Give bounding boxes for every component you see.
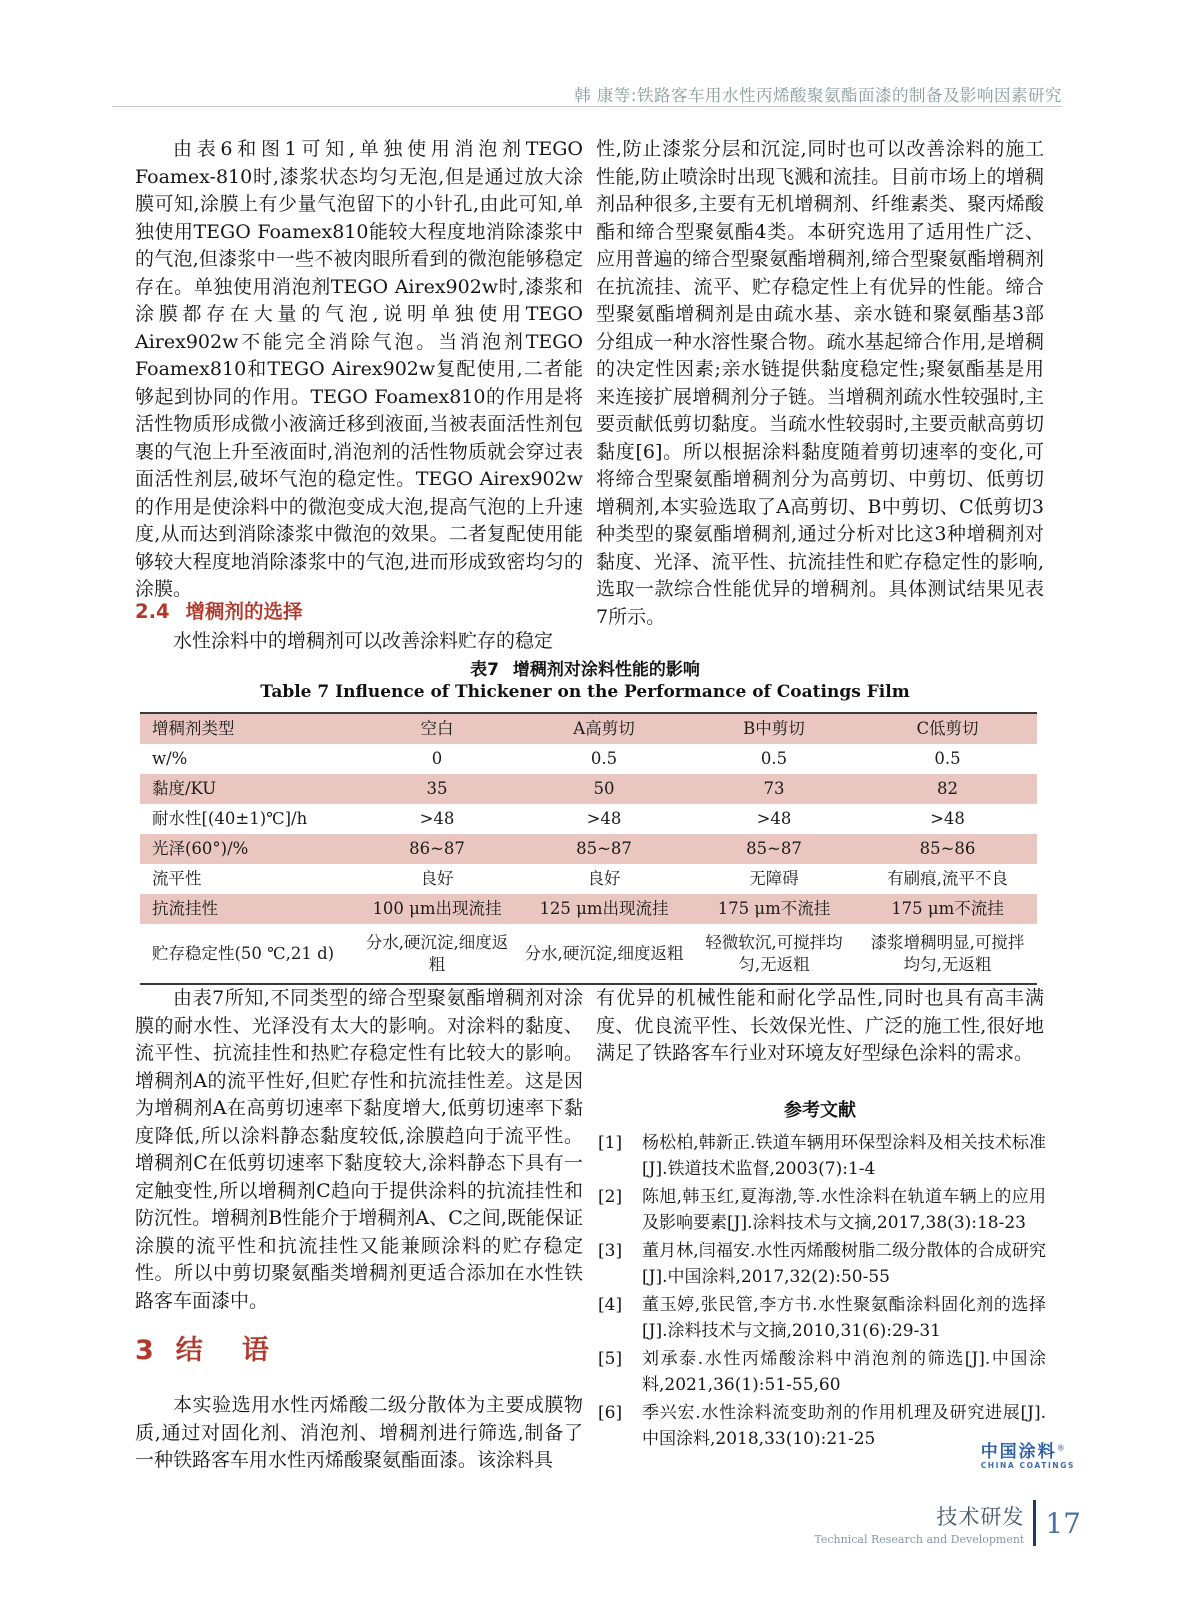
table-cell: 35 — [426, 779, 448, 798]
table-number: 表7 — [470, 660, 499, 680]
column-right-bottom — [596, 985, 1044, 1068]
table-cell: 86~87 — [409, 839, 465, 858]
reference-number: [6] — [598, 1403, 623, 1423]
column-left-bottom — [135, 985, 583, 1315]
reference-text: 董玉婷,张民管,李方书.水性聚氨酯涂料固化剂的选择[J].涂料技术与文摘,2010,31(6):29-31 — [642, 1295, 1046, 1341]
column-left-top — [135, 136, 583, 604]
table-cell: 85~87 — [746, 839, 802, 858]
section-heading-3 — [135, 1328, 284, 1367]
table-caption-en: Table 7 Influence of Thickener on the Performance of Coatings Film — [260, 682, 910, 702]
reference-text: 刘承泰.水性丙烯酸涂料中消泡剂的筛选[J].中国涂料,2021,36(1):51-55,60 — [642, 1349, 1046, 1395]
table-cell: 0.5 — [760, 749, 788, 768]
table-cell: 0.5 — [934, 749, 961, 768]
table-header-cell: C低剪切 — [916, 719, 979, 738]
paragraph-thickener-intro: 性,防止漆浆分层和沉淀,同时也可以改善涂料的施工性能,防止喷涂时出现飞溅和流挂。目前市场上的增稠剂品种很多,主要有无机增稠剂、纤维素类、聚丙烯酸酯和缔合型聚氨酯4类。本研究选用了适用性广泛、应用普遍的缔合型聚氨酯增稠剂,缔合型聚氨酯增稠剂在抗流挂、流平、贮存稳定性上有优异的性能。缔合型聚氨酯增稠剂是由疏水基、亲水链和聚氨酯基3部分组成一种水溶性聚合物。疏水基起缔合作用,是增稠的决定性因素;亲水链提供黏度稳定性;聚氨酯基是用来连接扩展增稠剂分子链。当增稠剂疏水性较强时,主要贡献低剪切黏度。当疏水性较弱时,主要贡献高剪切黏度[6]。所以根据涂料黏度随着剪切速率的变化,可将缔合型聚氨酯增稠剂分为高剪切、中剪切、低剪切增稠剂,本实验选取了A高剪切、B中剪切、C低剪切3种类型的聚氨酯增稠剂,通过分析对比这3种增稠剂对黏度、光泽、流平性、抗流挂性和贮存稳定性的影响,选取一款综合性能优异的增稠剂。具体测试结果见表7所示。 — [596, 138, 1044, 628]
china-coatings-logo — [981, 1443, 1075, 1470]
table-cell: 漆浆增稠明显,可搅拌均匀,无返粗 — [870, 932, 1025, 974]
section-title: 增稠剂的选择 — [185, 600, 303, 623]
table-header-row — [140, 713, 1037, 744]
table-row — [140, 834, 1037, 864]
table-cell: 100 μm出现流挂 — [372, 899, 502, 918]
table-cell: 流平性 — [152, 869, 202, 888]
column-left-conclusion — [135, 1392, 583, 1475]
footer-labels — [814, 1501, 1024, 1546]
reference-item — [596, 1292, 1046, 1344]
table-cell: 175 μm不流挂 — [717, 899, 831, 918]
table-header-cell: 空白 — [420, 719, 454, 738]
table-cell: 良好 — [587, 869, 621, 888]
table-cell: 85~87 — [576, 839, 632, 858]
footer-section-title: 技术研发 — [936, 1504, 1025, 1529]
reference-number: [2] — [598, 1187, 623, 1207]
section-number: 3 — [135, 1335, 154, 1366]
table-cell: 良好 — [420, 869, 454, 888]
reference-number: [1] — [598, 1133, 623, 1153]
footer-section-subtitle: Technical Research and Development — [814, 1532, 1025, 1546]
reference-number: [3] — [598, 1241, 623, 1261]
reference-item — [596, 1346, 1046, 1398]
table-caption-zh-text: 增稠剂对涂料性能的影响 — [512, 660, 700, 680]
table-cell: 无障碍 — [749, 869, 799, 888]
reference-item — [596, 1400, 1046, 1452]
table-cell: 0.5 — [590, 749, 618, 768]
table-row — [140, 894, 1037, 924]
table-row — [140, 924, 1037, 984]
reference-text: 杨松柏,韩新正.铁道车辆用环保型涂料及相关技术标准[J].铁道技术监督,2003(7):1-4 — [642, 1133, 1046, 1179]
table-row — [140, 774, 1037, 804]
logo-name-zh: 中国涂料 — [980, 1442, 1057, 1462]
table-caption-zh — [135, 655, 1035, 680]
reference-text: 季兴宏.水性涂料流变助剂的作用机理及研究进展[J].中国涂料,2018,33(10):21-25 — [642, 1403, 1046, 1449]
table-cell: 分水,硬沉淀,细度返粗 — [524, 943, 684, 963]
column-left-continuation — [135, 626, 583, 653]
reference-number: [5] — [598, 1349, 623, 1369]
page-footer — [814, 1500, 1081, 1546]
table-cell: 85~86 — [919, 839, 976, 858]
running-title: 韩 康等:铁路客车用水性丙烯酸聚氨酯面漆的制备及影响因素研究 — [574, 86, 1062, 105]
table-thickener-performance — [140, 712, 1037, 985]
reference-item — [596, 1238, 1046, 1290]
paragraph-conclusion-continuation: 有优异的机械性能和耐化学品性,同时也具有高丰满度、优良流平性、长效保光性、广泛的施工性,很好地满足了铁路客车行业对环境友好型绿色涂料的需求。 — [596, 987, 1044, 1064]
table-header-cell: 增稠剂类型 — [152, 719, 235, 738]
section-number: 2.4 — [135, 600, 170, 623]
table-cell: 耐水性[(40±1)℃]/h — [152, 809, 308, 828]
table-cell: 有刷痕,流平不良 — [887, 869, 1008, 888]
table-cell: 分水,硬沉淀,细度返粗 — [365, 932, 509, 974]
paragraph-thickener-intro-start: 水性涂料中的增稠剂可以改善涂料贮存的稳定 — [173, 630, 554, 652]
table-cell: 50 — [593, 779, 615, 798]
section-heading-2-4 — [135, 596, 303, 624]
registered-mark-icon: ® — [1056, 1443, 1065, 1453]
table-row — [140, 804, 1037, 834]
table-cell: 抗流挂性 — [152, 899, 218, 918]
table-cell: >48 — [586, 809, 622, 828]
page-number: 17 — [1045, 1506, 1081, 1540]
table-cell: 0 — [431, 749, 443, 768]
table-cell: >48 — [419, 809, 455, 828]
table-row — [140, 744, 1037, 774]
reference-item — [596, 1184, 1046, 1236]
table-cell: 轻微软沉,可搅拌均匀,无返粗 — [705, 932, 843, 974]
table-cell: 125 μm出现流挂 — [539, 899, 669, 918]
paragraph-conclusion: 本实验选用水性丙烯酸二级分散体为主要成膜物质,通过对固化剂、消泡剂、增稠剂进行筛选,制备了一种铁路客车用水性丙烯酸聚氨酯面漆。该涂料具 — [135, 1394, 583, 1471]
table-header-cell: B中剪切 — [743, 719, 805, 738]
reference-text: 董月林,闫福安.水性丙烯酸树脂二级分散体的合成研究[J].中国涂料,2017,32(2):50-55 — [642, 1241, 1046, 1287]
header-rule — [112, 106, 1062, 107]
table-cell: w/% — [152, 749, 188, 768]
table-cell: 82 — [937, 779, 958, 798]
table-cell: 光泽(60°)/% — [152, 839, 249, 858]
table-cell: 黏度/KU — [152, 779, 217, 798]
table-row — [140, 864, 1037, 894]
reference-number: [4] — [598, 1295, 623, 1315]
table-header-cell: A高剪切 — [573, 719, 635, 738]
paragraph-table-discussion: 由表7所知,不同类型的缔合型聚氨酯增稠剂对涂膜的耐水性、光泽没有太大的影响。对涂料的黏度、流平性、抗流挂性和热贮存稳定性有比较大的影响。增稠剂A的流平性好,但贮存性和抗流挂性差。这是因为增稠剂A在高剪切速率下黏度增大,低剪切速率下黏度降低,所以涂料静态黏度较低,涂膜趋向于流平性。增稠剂C在低剪切速率下黏度较大,涂料静态下具有一定触变性,所以增稠剂C趋向于提供涂料的抗流挂性和防沉性。增稠剂B性能介于增稠剂A、C之间,既能保证涂膜的流平性和抗流挂性又能兼顾涂料的贮存稳定性。所以中剪切聚氨酯类增稠剂更适合添加在水性铁路客车面漆中。 — [135, 987, 583, 1312]
table-cell: 73 — [763, 779, 785, 798]
reference-text: 陈旭,韩玉红,夏海渤,等.水性涂料在轨道车辆上的应用及影响要素[J].涂料技术与文摘,2017,38(3):18-23 — [642, 1187, 1046, 1233]
references-title: 参考文献 — [784, 1100, 856, 1121]
column-right-top — [596, 136, 1044, 631]
section-title: 结 语 — [175, 1335, 284, 1366]
table-cell: >48 — [756, 809, 792, 828]
table-cell: >48 — [930, 809, 965, 828]
table-cell: 175 μm不流挂 — [891, 899, 1004, 918]
footer-divider — [1033, 1500, 1036, 1546]
table-cell: 贮存稳定性(50 ℃,21 d) — [152, 943, 335, 963]
reference-item — [596, 1130, 1046, 1182]
paragraph-defoamer-discussion: 由表6和图1可知,单独使用消泡剂TEGO Foamex-810时,漆浆状态均匀无泡,但是通过放大涂膜可知,涂膜上有少量气泡留下的小针孔,由此可知,单独使用TEGO Foamex810能较大程度地消除漆浆中的气泡,但漆浆中一些不被肉眼所看到的微泡能够稳定存在。单独使用消泡剂TEGO Airex902w时,漆浆和涂膜都存在大量的气泡,说明单独使用TEGO Airex902w不能完全消除气泡。当消泡剂TEGO Foamex810和TEGO Airex902w复配使用,二者能够起到协同的作用。TEGO Foamex810的作用是将活性物质形成微小液滴迁移到液面,当被表面活性剂包裹的气泡上升至液面时,消泡剂的活性物质就会穿过表面活性剂层,破坏气泡的稳定性。TEGO Airex902w的作用是使涂料中的微泡变成大泡,提高气泡的上升速度,从而达到消除漆浆中微泡的效果。二者复配使用能够较大程度地消除漆浆中的气泡,进而形成致密均匀的涂膜。 — [135, 138, 583, 600]
references-list — [596, 1130, 1046, 1454]
logo-name-en: CHINA COATINGS — [980, 1460, 1075, 1470]
